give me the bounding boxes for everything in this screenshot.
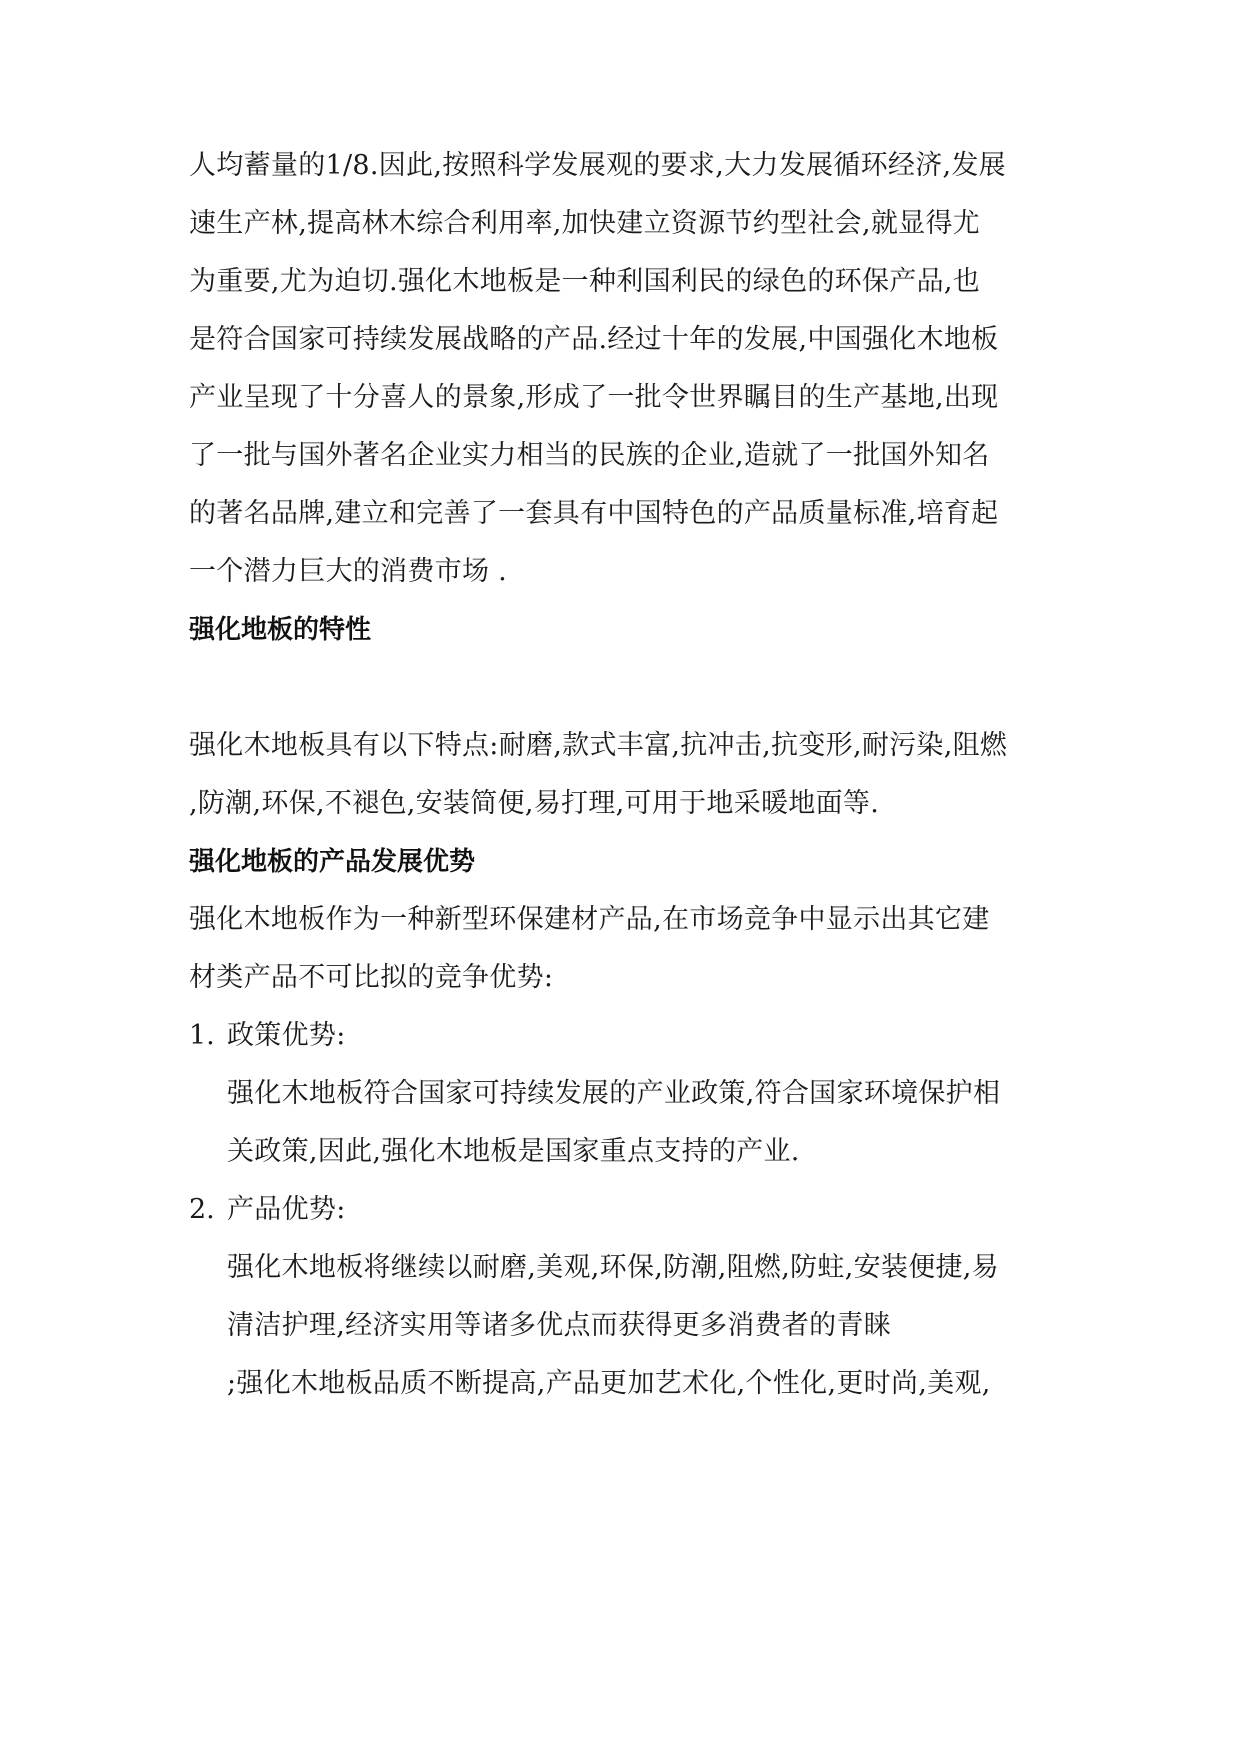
paragraph-line: 强化木地板作为一种新型环保建材产品,在市场竞争中显示出其它建 xyxy=(189,904,990,935)
list-item-line: ;强化木地板品质不断提高,产品更加艺术化,个性化,更时尚,美观, xyxy=(227,1368,991,1399)
paragraph-line: 人均蓄量的1/8.因此,按照科学发展观的要求,大力发展循环经济,发展 xyxy=(189,150,1006,181)
section-heading-features: 强化地板的特性 xyxy=(189,615,372,645)
list-item-line: 清洁护理,经济实用等诸多优点而获得更多消费者的青睐 xyxy=(227,1310,892,1341)
paragraph-line: 速生产林,提高林木综合利用率,加快建立资源节约型社会,就显得尤 xyxy=(189,208,981,239)
paragraph-line: 强化木地板具有以下特点:耐磨,款式丰富,抗冲击,抗变形,耐污染,阻燃 xyxy=(189,730,1008,761)
paragraph-line: 为重要,尤为迫切.强化木地板是一种利国利民的绿色的环保产品,也 xyxy=(189,266,981,297)
list-item-title: 政策优势: xyxy=(227,1020,346,1051)
list-item-title: 产品优势: xyxy=(227,1194,346,1225)
paragraph-line: 一个潜力巨大的消费市场 . xyxy=(189,556,508,587)
paragraph-line: 了一批与国外著名企业实力相当的民族的企业,造就了一批国外知名 xyxy=(189,440,990,471)
list-item-line: 关政策,因此,强化木地板是国家重点支持的产业. xyxy=(227,1136,800,1167)
paragraph-line: 的著名品牌,建立和完善了一套具有中国特色的产品质量标准,培育起 xyxy=(189,498,999,529)
list-item-number: 1. xyxy=(189,1020,215,1051)
paragraph-line: 材类产品不可比拟的竞争优势: xyxy=(189,962,554,993)
list-item-line: 强化木地板符合国家可持续发展的产业政策,符合国家环境保护相 xyxy=(227,1078,1001,1109)
paragraph-line: 产业呈现了十分喜人的景象,形成了一批令世界瞩目的生产基地,出现 xyxy=(189,382,999,413)
section-heading-advantages: 强化地板的产品发展优势 xyxy=(189,847,476,877)
list-item-number: 2. xyxy=(189,1194,215,1225)
paragraph-line: 是符合国家可持续发展战略的产品.经过十年的发展,中国强化木地板 xyxy=(189,324,999,355)
paragraph-line: ,防潮,环保,不褪色,安装简便,易打理,可用于地采暖地面等. xyxy=(189,788,880,819)
list-item-line: 强化木地板将继续以耐磨,美观,环保,防潮,阻燃,防蛀,安装便捷,易 xyxy=(227,1252,999,1283)
